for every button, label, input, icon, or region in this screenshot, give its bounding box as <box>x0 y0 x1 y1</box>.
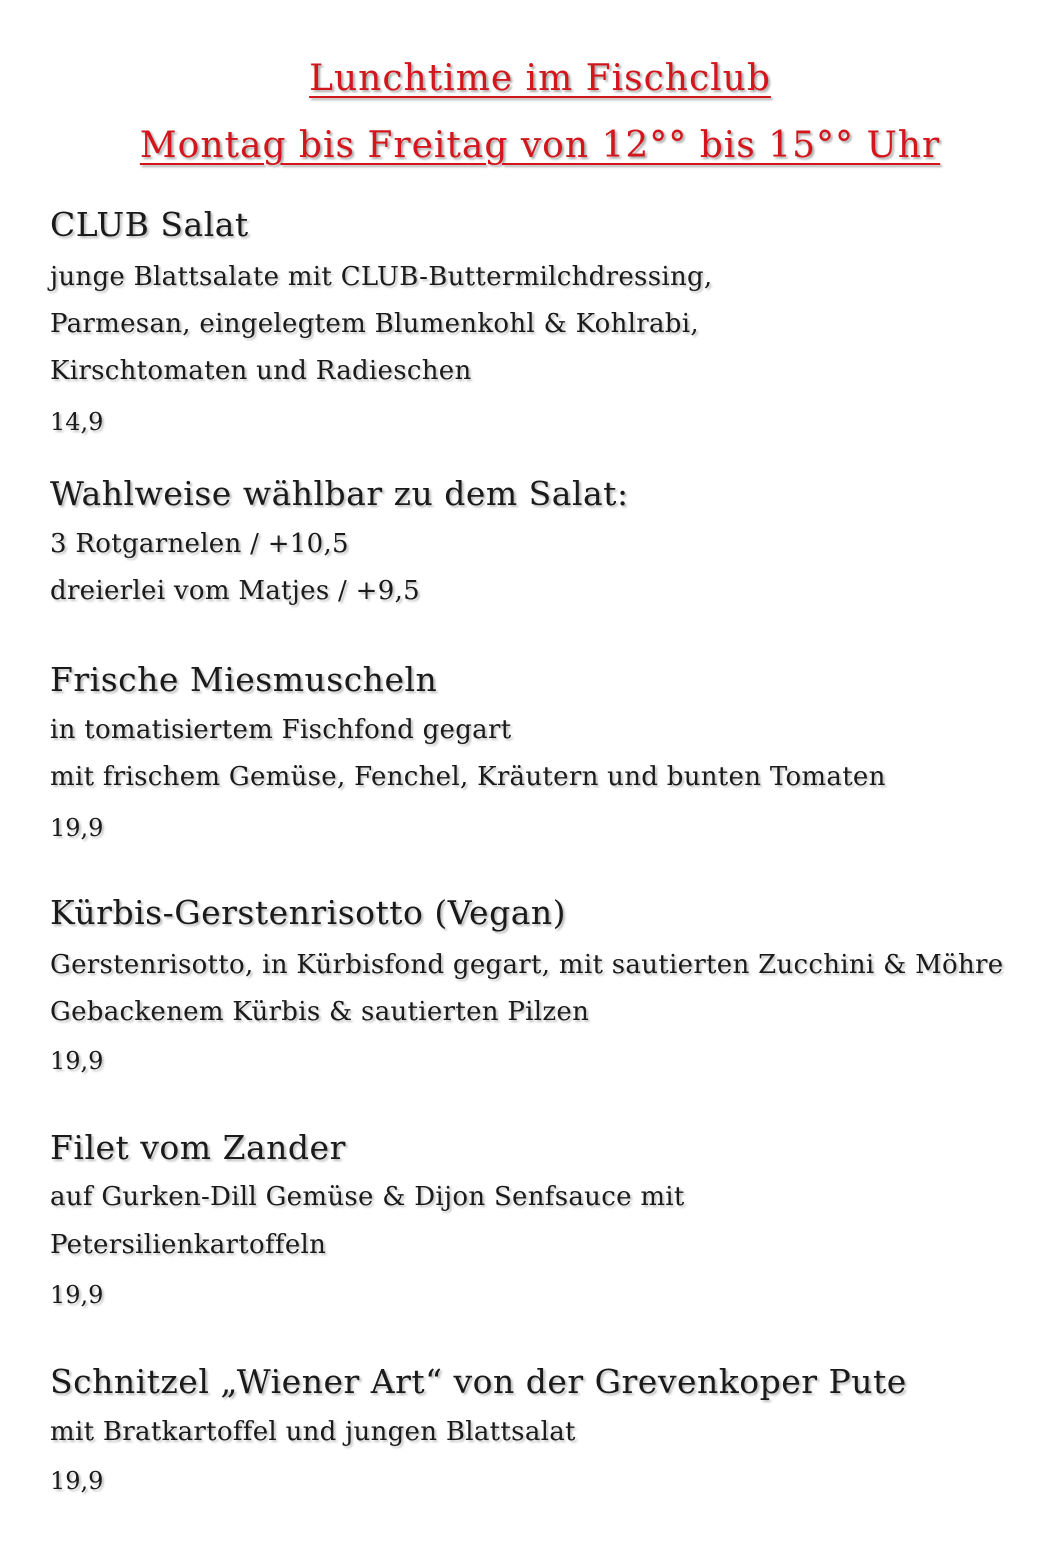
dish-description-line: mit Bratkartoffel und jungen Blattsalat <box>50 1417 576 1447</box>
dish-description-line: Petersilienkartoffeln <box>50 1230 327 1260</box>
dish-price: 19,9 <box>50 814 104 842</box>
dish-title-zander: Filet vom Zander <box>50 1128 346 1167</box>
dish-title-club-salat: CLUB Salat <box>50 205 249 244</box>
menu-heading: Lunchtime im Fischclub <box>309 58 771 99</box>
dish-description-line: mit frischem Gemüse, Fenchel, Kräutern und bunten Tomaten <box>50 762 886 792</box>
dish-description-line: auf Gurken-Dill Gemüse & Dijon Senfsauce mit <box>50 1182 685 1212</box>
dish-description-line: Gerstenrisotto, in Kürbisfond gegart, mit sautierten Zucchini & Möhre <box>50 950 1004 980</box>
dish-title-miesmuscheln: Frische Miesmuscheln <box>50 660 438 699</box>
salad-option-line: 3 Rotgarnelen / +10,5 <box>50 529 349 559</box>
salad-option-line: dreierlei vom Matjes / +9,5 <box>50 576 421 606</box>
menu-opening-hours: Montag bis Freitag von 12°° bis 15°° Uhr <box>139 125 941 166</box>
dish-price: 19,9 <box>50 1281 104 1309</box>
salad-options-title: Wahlweise wählbar zu dem Salat: <box>50 474 629 513</box>
dish-description-line: Parmesan, eingelegtem Blumenkohl & Kohlrabi, <box>50 309 699 339</box>
dish-description-line: junge Blattsalate mit CLUB-Buttermilchdressing, <box>50 262 713 292</box>
dish-description-line: in tomatisiertem Fischfond gegart <box>50 715 512 745</box>
dish-price: 14,9 <box>50 408 104 436</box>
dish-price: 19,9 <box>50 1047 104 1075</box>
dish-title-risotto: Kürbis-Gerstenrisotto (Vegan) <box>50 893 567 932</box>
dish-description-line: Kirschtomaten und Radieschen <box>50 356 472 386</box>
dish-description-line: Gebackenem Kürbis & sautierten Pilzen <box>50 997 590 1027</box>
dish-price: 19,9 <box>50 1467 104 1495</box>
dish-title-schnitzel: Schnitzel „Wiener Art“ von der Grevenkoper Pute <box>50 1362 907 1401</box>
